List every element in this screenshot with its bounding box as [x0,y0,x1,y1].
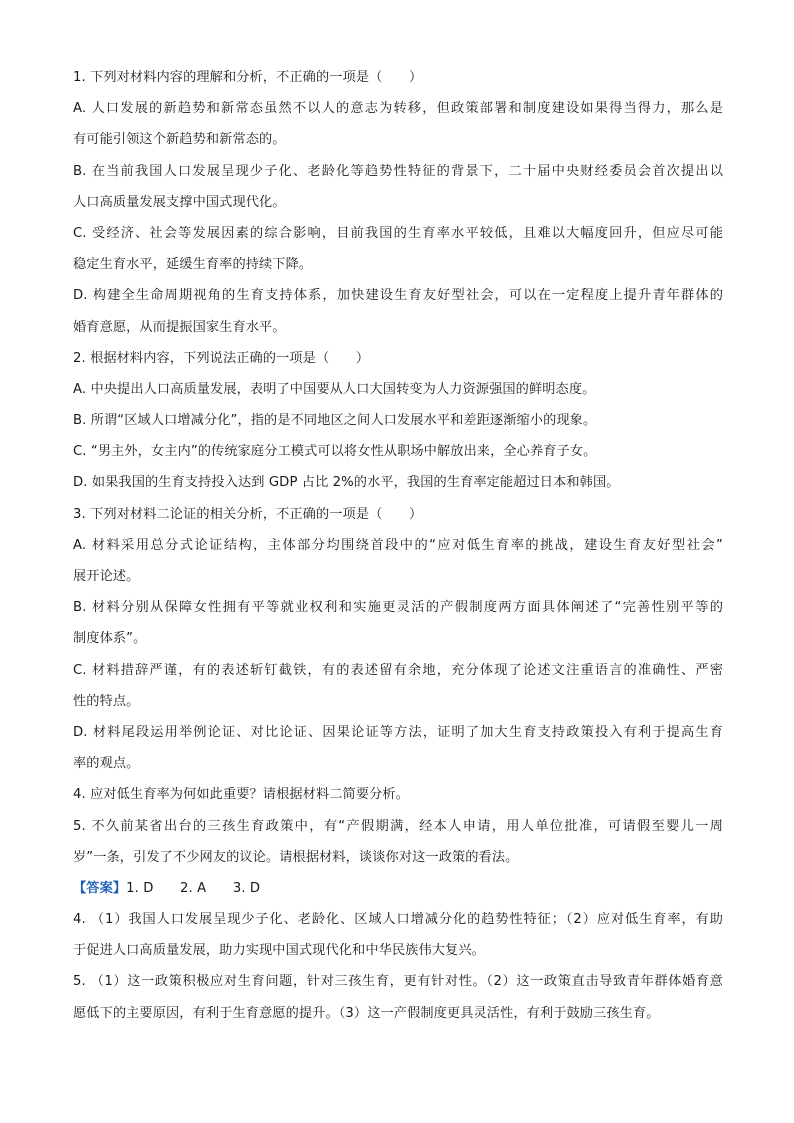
q1-option-d: D. 构建全生命周期视角的生育支持体系，加快建设生育友好型社会，可以在一定程度上提升青年群体的 [73,288,723,304]
answer-values: 1. D 2. A 3. D [126,880,261,896]
q3-option-a: A. 材料采用总分式论证结构，主体部分均围绕首段中的“应对低生育率的挑战，建设生育友好型社会” [73,537,723,553]
answer-label: 【答案】 [73,880,127,896]
answer-row [73,873,723,904]
q1-option-d-cont: 婚育意愿，从而提振国家生育水平。 [73,319,286,335]
q1-option-c: C. 受经济、社会等发展因素的综合影响，目前我国的生育率水平较低，且难以大幅度回升，但应尽可能 [73,225,723,241]
q1-option-c-cont: 稳定生育水平，延缓生育率的持续下降。 [73,257,313,273]
q1-option-a-cont: 有可能引领这个新趋势和新常态的。 [73,132,286,148]
q3-option-d-cont: 率的观点。 [73,756,140,772]
answer-4-cont: 于促进人口高质量发展，助力实现中国式现代化和中华民族伟大复兴。 [73,943,485,959]
q5-stem-cont: 岁”一条，引发了不少网友的议论。请根据材料，谈谈你对这一政策的看法。 [73,849,519,865]
q2-option-c: C. “男主外，女主内”的传统家庭分工模式可以将女性从职场中解放出来，全心养育子女。 [73,444,597,460]
q3-option-b-cont: 制度体系”。 [73,631,147,647]
q3-option-c: C. 材料措辞严谨，有的表述斩钉截铁，有的表述留有余地，充分体现了论述文注重语言的准确性、严密 [73,662,723,678]
q1-option-b-cont: 人口高质量发展支撑中国式现代化。 [73,194,286,210]
q4-stem: 4. 应对低生育率为何如此重要？请根据材料二简要分析。 [73,787,409,803]
answer-4: 4. （1）我国人口发展呈现少子化、老龄化、区域人口增减分化的趋势性特征；（2）应对低生育率，有助 [73,912,723,928]
q3-option-a-cont: 展开论述。 [73,569,140,584]
q5-stem: 5. 不久前某省出台的三孩生育政策中，有“产假期满，经本人申请，用人单位批准，可请假至婴儿一周 [73,818,723,834]
answer-5-cont: 愿低下的主要原因，有利于生育意愿的提升。（3）这一产假制度更具灵活性，有利于鼓励三孩生育。 [73,1005,660,1021]
q3-option-d: D. 材料尾段运用举例论证、对比论证、因果论证等方法，证明了加大生育支持政策投入有利于提高生育 [73,724,723,740]
q1-option-b: B. 在当前我国人口发展呈现少子化、老龄化等趋势性特征的背景下，二十届中央财经委员会首次提出以 [73,163,723,179]
q1-stem: 1. 下列对材料内容的理解和分析，不正确的一项是（ ） [73,70,423,85]
q1-option-a: A. 人口发展的新趋势和新常态虽然不以人的意志为转移，但政策部署和制度建设如果得当得力，那么是 [73,101,723,117]
q2-stem: 2. 根据材料内容，下列说法正确的一项是（ ） [73,350,370,366]
q3-option-b: B. 材料分别从保障女性拥有平等就业权利和实施更灵活的产假制度两方面具体阐述了“完善性别平等的 [73,600,723,616]
q2-option-a: A. 中央提出人口高质量发展，表明了中国要从人口大国转变为人力资源强国的鲜明态度。 [73,381,596,397]
q2-option-d: D. 如果我国的生育支持投入达到 GDP 占比 2%的水平，我国的生育率定能超过日本和韩国。 [73,475,620,491]
document-content [73,62,723,1029]
q3-stem: 3. 下列对材料二论证的相关分析，不正确的一项是（ ） [73,506,423,522]
answer-5: 5. （1）这一政策积极应对生育问题，针对三孩生育，更有针对性。（2）这一政策直击导致青年群体婚育意 [73,974,723,990]
q3-option-c-cont: 性的特点。 [73,693,140,709]
q2-option-b: B. 所谓“区域人口增减分化”，指的是不同地区之间人口发展水平和差距逐渐缩小的现象。 [73,413,597,429]
